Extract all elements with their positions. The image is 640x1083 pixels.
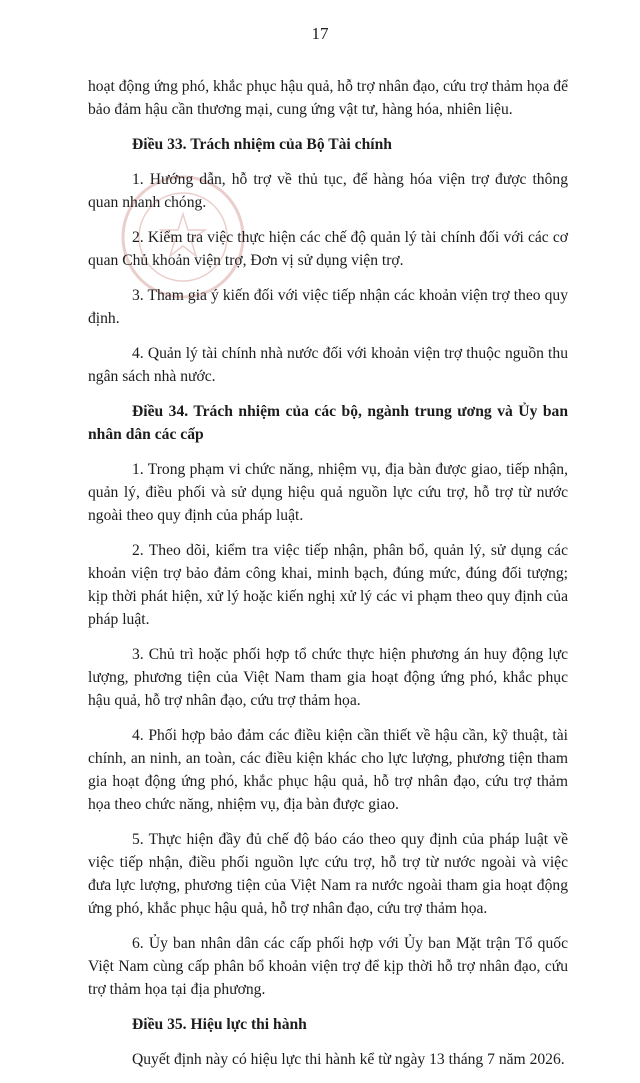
article-35-heading: Điều 35. Hiệu lực thi hành bbox=[132, 1016, 307, 1033]
article-34-item-4: 4. Phối hợp bảo đảm các điều kiện cần thiết về hậu cần, kỹ thuật, tài chính, an ninh, an toàn, các điều kiện khác cho lực lượng, phương tiện tham gia hoạt động ứng phó, khắc phục hậu quả, hỗ trợ nhân đạo, cứu trợ thảm họa theo chức năng, nhiệm vụ, địa bàn được giao. bbox=[88, 727, 568, 813]
article-34-item-6: 6. Ủy ban nhân dân các cấp phối hợp với Ủy ban Mặt trận Tổ quốc Việt Nam cùng cấp phân bổ khoản viện trợ để kịp thời hỗ trợ nhân đạo, cứu trợ thảm họa tại địa phương. bbox=[88, 935, 568, 998]
article-34-item-1: 1. Trong phạm vi chức năng, nhiệm vụ, địa bàn được giao, tiếp nhận, quản lý, điều phối và sử dụng hiệu quả nguồn lực cứu trợ, hỗ trợ từ nước ngoài theo quy định của pháp luật. bbox=[88, 461, 568, 524]
article-33-item-4: 4. Quản lý tài chính nhà nước đối với khoản viện trợ thuộc nguồn thu ngân sách nhà nước. bbox=[88, 345, 568, 385]
article-34-item-2: 2. Theo dõi, kiểm tra việc tiếp nhận, phân bổ, quản lý, sử dụng các khoản viện trợ bảo đảm công khai, minh bạch, đúng mức, đúng đối tượng; kịp thời phát hiện, xử lý hoặc kiến nghị xử lý các vi phạm theo quy định của pháp luật. bbox=[88, 542, 568, 628]
article-34-heading: Điều 34. Trách nhiệm của các bộ, ngành trung ương và Ủy ban nhân dân các cấp bbox=[88, 403, 568, 443]
article-33-item-1: 1. Hướng dẫn, hỗ trợ về thủ tục, để hàng hóa viện trợ được thông quan nhanh chóng. bbox=[88, 171, 568, 211]
article-34-item-5: 5. Thực hiện đầy đủ chế độ báo cáo theo quy định của pháp luật về việc tiếp nhận, điều phối nguồn lực cứu trợ, hỗ trợ từ nước ngoài và việc đưa lực lượng, phương tiện của Việt Nam ra nước ngoài tham gia hoạt động ứng phó, khắc phục hậu quả, hỗ trợ nhân đạo, cứu trợ thảm họa. bbox=[88, 831, 568, 917]
article-34-item-3: 3. Chủ trì hoặc phối hợp tổ chức thực hiện phương án huy động lực lượng, phương tiện của Việt Nam tham gia hoạt động ứng phó, khắc phục hậu quả, hỗ trợ nhân đạo, cứu trợ thảm họa. bbox=[88, 646, 568, 709]
article-33-item-3: 3. Tham gia ý kiến đối với việc tiếp nhận các khoản viện trợ theo quy định. bbox=[88, 287, 568, 327]
intro-continuation: hoạt động ứng phó, khắc phục hậu quả, hỗ trợ nhân đạo, cứu trợ thảm họa để bảo đảm hậu cần thương mại, cung ứng vật tư, hàng hóa, nhiên liệu. bbox=[88, 78, 568, 118]
article-33-heading: Điều 33. Trách nhiệm của Bộ Tài chính bbox=[132, 136, 392, 153]
article-33-item-2: 2. Kiểm tra việc thực hiện các chế độ quản lý tài chính đối với các cơ quan Chủ khoản viện trợ, Đơn vị sử dụng viện trợ. bbox=[88, 229, 568, 269]
page-number: 17 bbox=[311, 24, 329, 43]
article-35-text: Quyết định này có hiệu lực thi hành kể từ ngày 13 tháng 7 năm 2026. bbox=[132, 1051, 565, 1068]
document-body bbox=[88, 75, 568, 1083]
